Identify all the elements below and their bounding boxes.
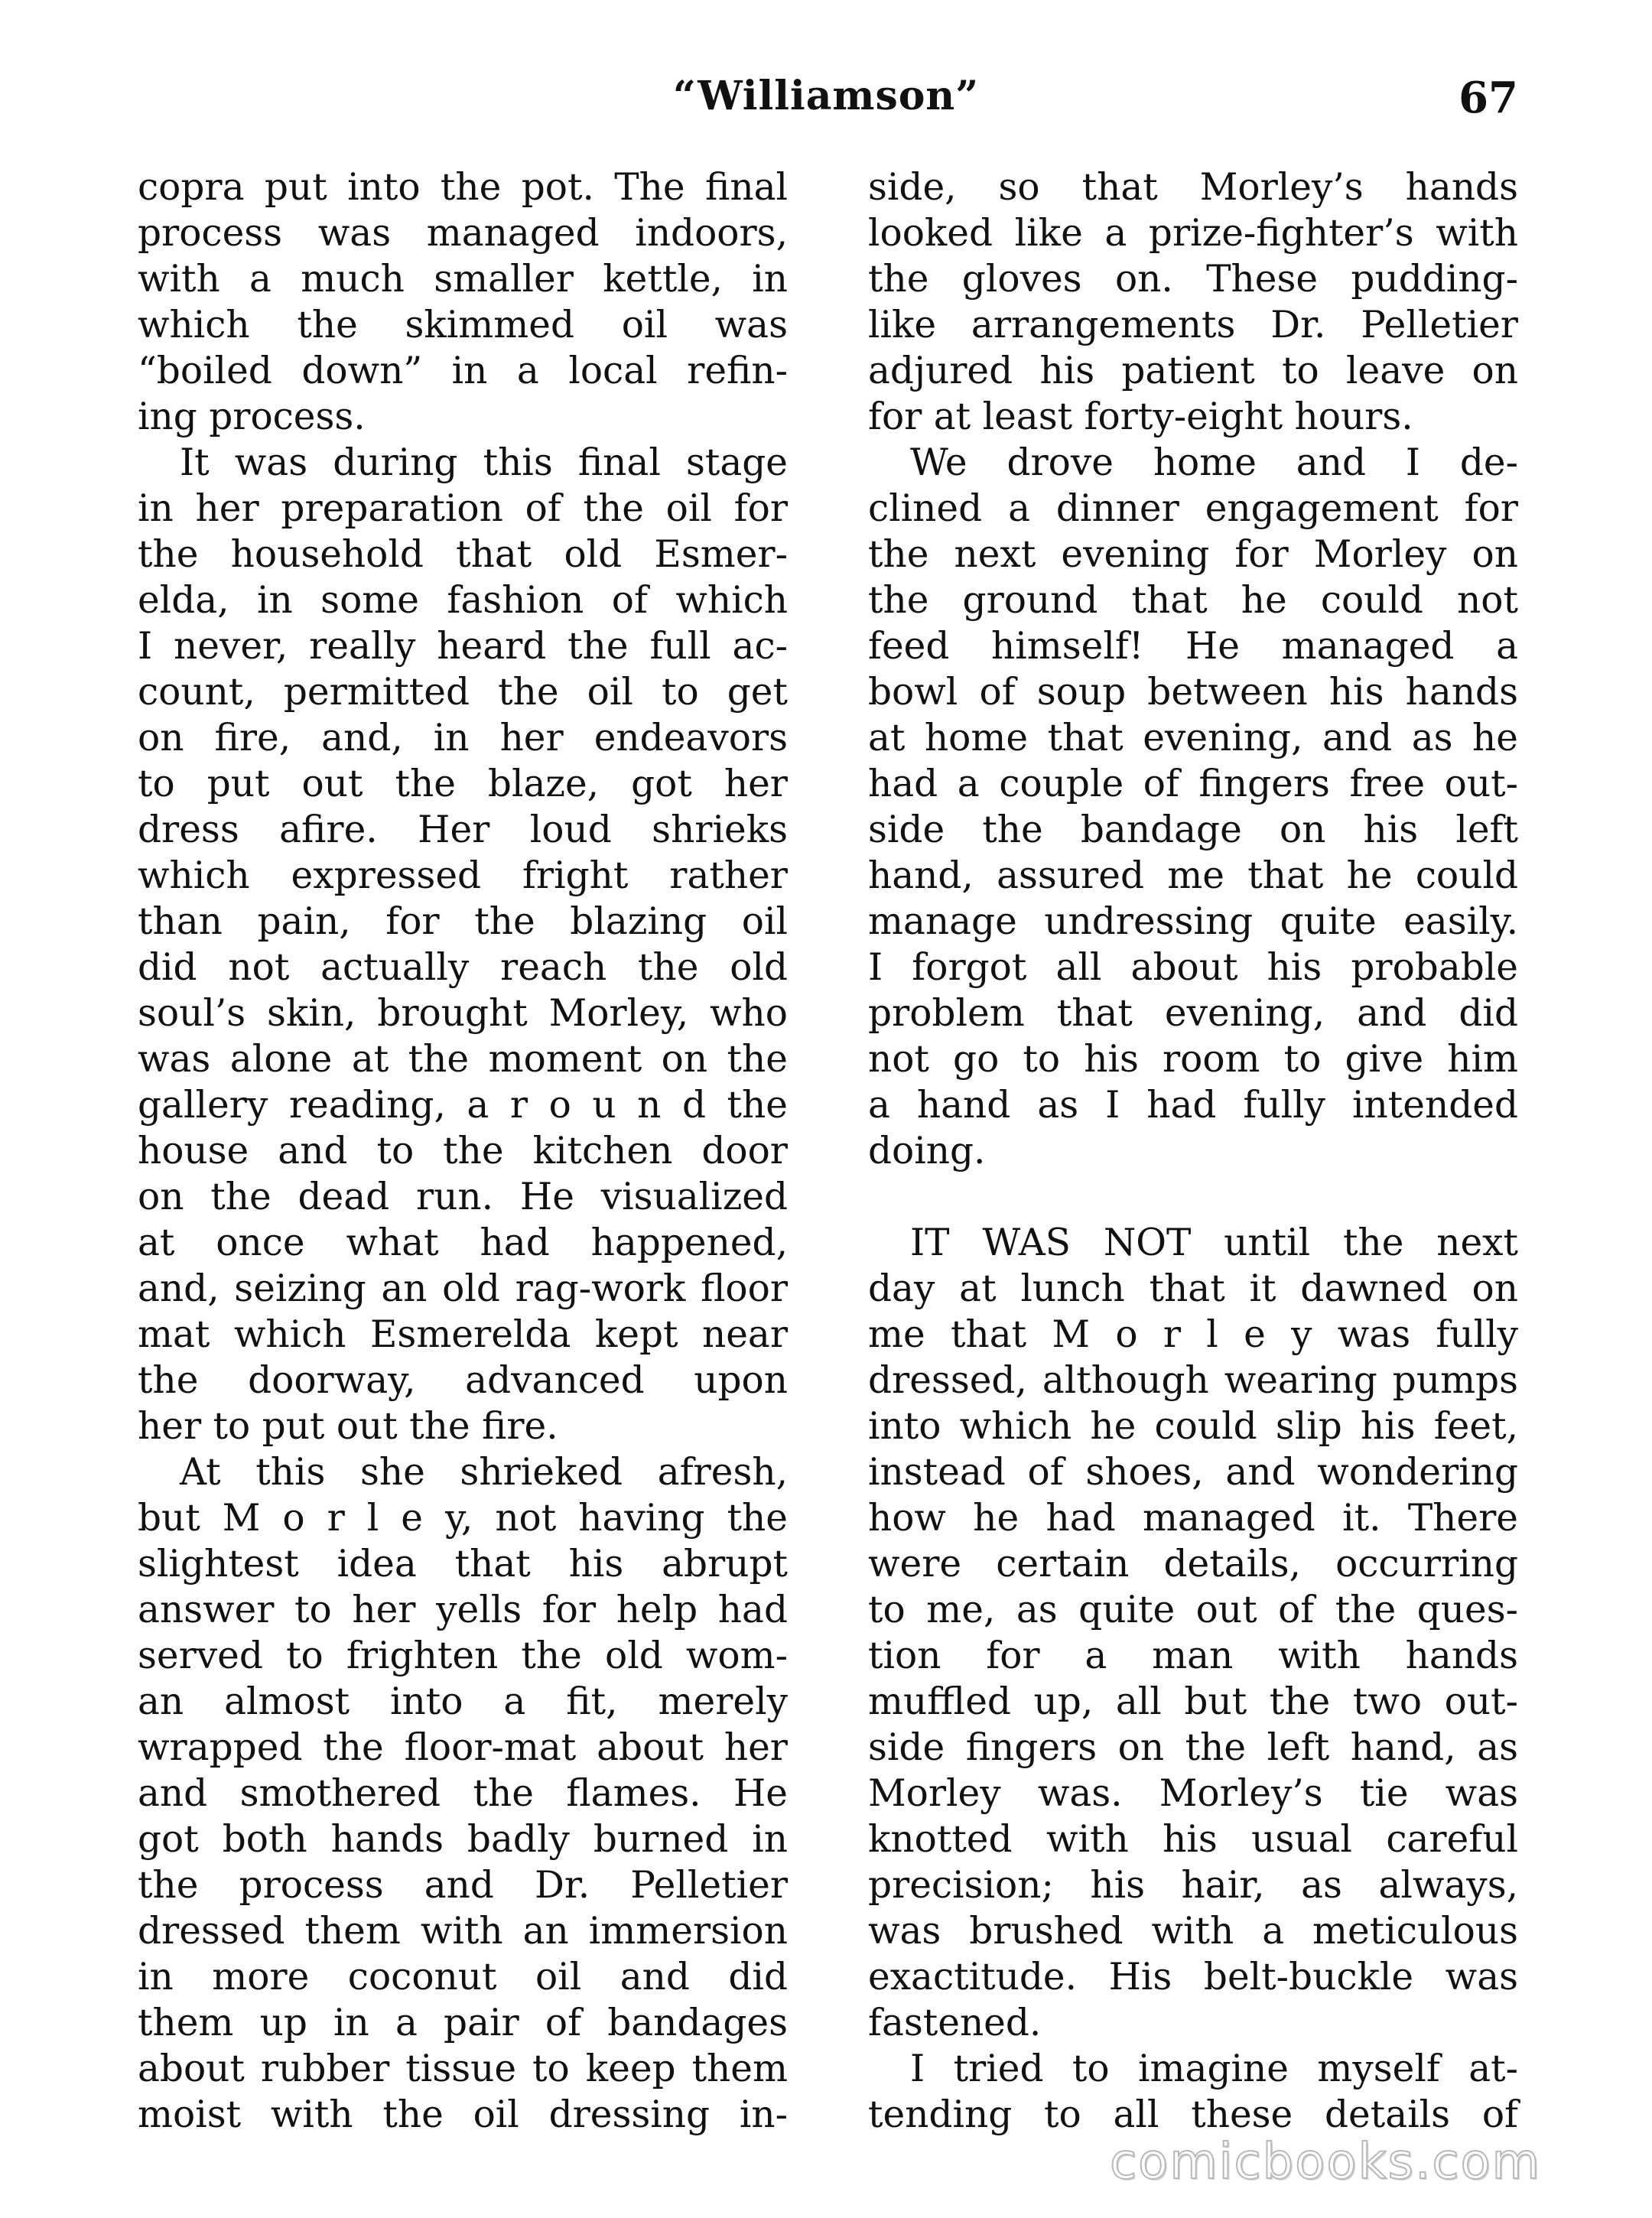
text-line: exactitude. His belt-buckle was bbox=[868, 1956, 1518, 1998]
text-line: process was managed indoors, bbox=[138, 212, 788, 255]
text-line: in her preparation of the oil for bbox=[138, 487, 788, 530]
text-line: the ground that he could not bbox=[868, 579, 1518, 622]
text-line: I tried to imagine myself at- bbox=[910, 2047, 1518, 2090]
text-line: tending to all these details of bbox=[868, 2093, 1518, 2136]
text-line: house and to the kitchen door bbox=[138, 1130, 788, 1172]
text-line: the process and Dr. Pelletier bbox=[138, 1864, 788, 1907]
text-line: side, so that Morley’s hands bbox=[868, 166, 1518, 209]
text-line: but M o r l e y, not having the bbox=[138, 1497, 788, 1540]
text-line: on the dead run. He visualized bbox=[138, 1176, 788, 1218]
text-line: with a much smaller kettle, in bbox=[138, 258, 788, 301]
text-line: the household that old Esmer- bbox=[138, 533, 788, 576]
text-line: doing. bbox=[868, 1130, 986, 1172]
text-line: at home that evening, and as he bbox=[868, 717, 1518, 759]
text-line: the gloves on. These pudding- bbox=[868, 258, 1518, 301]
text-line: was brushed with a meticulous bbox=[868, 1910, 1518, 1953]
text-line: side the bandage on his left bbox=[868, 808, 1518, 851]
text-line: them up in a pair of bandages bbox=[138, 2002, 788, 2044]
text-line: the next evening for Morley on bbox=[868, 533, 1518, 576]
text-line: at once what had happened, bbox=[138, 1221, 788, 1264]
text-line: were certain details, occurring bbox=[868, 1543, 1518, 1585]
page-header bbox=[0, 73, 1652, 134]
text-line: me that M o r l e y was fully bbox=[868, 1313, 1518, 1356]
text-line: moist with the oil dressing in- bbox=[138, 2093, 788, 2136]
text-line: had a couple of fingers free out- bbox=[868, 763, 1518, 805]
text-line: in more coconut oil and did bbox=[138, 1956, 788, 1998]
text-line: which expressed fright rather bbox=[138, 854, 788, 897]
text-line: clined a dinner engagement for bbox=[868, 487, 1518, 530]
text-line: precision; his hair, as always, bbox=[868, 1864, 1518, 1907]
text-line: was alone at the moment on the bbox=[138, 1038, 788, 1081]
text-line: bowl of soup between his hands bbox=[868, 671, 1518, 714]
text-line: muffled up, all but the two out- bbox=[868, 1680, 1518, 1723]
page-number: 67 bbox=[1459, 73, 1518, 123]
text-line: slightest idea that his abrupt bbox=[138, 1543, 788, 1585]
text-line: soul’s skin, brought Morley, who bbox=[138, 992, 788, 1035]
text-line: elda, in some fashion of which bbox=[138, 579, 788, 622]
text-line: her to put out the fire. bbox=[138, 1405, 558, 1448]
text-line: At this she shrieked afresh, bbox=[180, 1451, 788, 1494]
running-title: “Williamson” bbox=[672, 73, 980, 119]
text-line: knotted with his usual careful bbox=[868, 1818, 1518, 1861]
text-line: copra put into the pot. The final bbox=[138, 166, 788, 209]
text-line: hand, assured me that he could bbox=[868, 854, 1518, 897]
right-column bbox=[868, 164, 1518, 2138]
text-line: I forgot all about his probable bbox=[868, 946, 1518, 989]
text-line: instead of shoes, and wondering bbox=[868, 1451, 1518, 1494]
text-line: and smothered the flames. He bbox=[138, 1772, 788, 1815]
text-line: not go to his room to give him bbox=[868, 1038, 1518, 1081]
text-line: IT WAS NOT until the next bbox=[910, 1221, 1518, 1264]
text-line: dressed them with an immersion bbox=[138, 1910, 788, 1953]
text-line: feed himself! He managed a bbox=[868, 625, 1518, 668]
text-line: dress afire. Her loud shrieks bbox=[138, 808, 788, 851]
text-line: an almost into a fit, merely bbox=[138, 1680, 788, 1723]
text-line: the doorway, advanced upon bbox=[138, 1359, 788, 1402]
text-line: to me, as quite out of the ques- bbox=[868, 1589, 1518, 1631]
text-line: It was during this final stage bbox=[180, 441, 788, 484]
text-line: which the skimmed oil was bbox=[138, 304, 788, 346]
text-line: served to frighten the old wom- bbox=[138, 1634, 788, 1677]
text-line: tion for a man with hands bbox=[868, 1634, 1518, 1677]
text-line: ing process. bbox=[138, 395, 366, 438]
text-line: Morley was. Morley’s tie was bbox=[868, 1772, 1518, 1815]
text-line: “boiled down” in a local refin- bbox=[138, 350, 788, 392]
text-line: problem that evening, and did bbox=[868, 992, 1518, 1035]
text-line: did not actually reach the old bbox=[138, 946, 788, 989]
text-line: dressed, although wearing pumps bbox=[868, 1359, 1518, 1402]
text-line: on fire, and, in her endeavors bbox=[138, 717, 788, 759]
text-line: into which he could slip his feet, bbox=[868, 1405, 1518, 1448]
text-line: count, permitted the oil to get bbox=[138, 671, 788, 714]
text-line: fastened. bbox=[868, 2002, 1042, 2044]
text-line: and, seizing an old rag-work floor bbox=[138, 1267, 788, 1310]
text-line: gallery reading, a r o u n d the bbox=[138, 1084, 788, 1127]
text-line: day at lunch that it dawned on bbox=[868, 1267, 1518, 1310]
text-line: to put out the blaze, got her bbox=[138, 763, 788, 805]
text-line: for at least forty-eight hours. bbox=[868, 395, 1413, 438]
text-line: got both hands badly burned in bbox=[138, 1818, 788, 1861]
text-line: manage undressing quite easily. bbox=[868, 900, 1518, 943]
text-line: We drove home and I de- bbox=[910, 441, 1518, 484]
text-line: mat which Esmerelda kept near bbox=[138, 1313, 788, 1356]
text-line: answer to her yells for help had bbox=[138, 1589, 788, 1631]
text-line: adjured his patient to leave on bbox=[868, 350, 1518, 392]
site-watermark: comicbooks.com bbox=[1109, 2134, 1541, 2190]
text-line: a hand as I had fully intended bbox=[868, 1084, 1518, 1127]
text-line: looked like a prize-fighter’s with bbox=[868, 212, 1518, 255]
text-line: than pain, for the blazing oil bbox=[138, 900, 788, 943]
left-column bbox=[138, 164, 788, 2138]
section-break bbox=[868, 1174, 1518, 1220]
text-line: side fingers on the left hand, as bbox=[868, 1726, 1518, 1769]
text-line: wrapped the floor-mat about her bbox=[138, 1726, 788, 1769]
text-line: like arrangements Dr. Pelletier bbox=[868, 304, 1518, 346]
text-line: about rubber tissue to keep them bbox=[138, 2047, 788, 2090]
text-line: I never, really heard the full ac- bbox=[138, 625, 788, 668]
text-line: how he had managed it. There bbox=[868, 1497, 1518, 1540]
